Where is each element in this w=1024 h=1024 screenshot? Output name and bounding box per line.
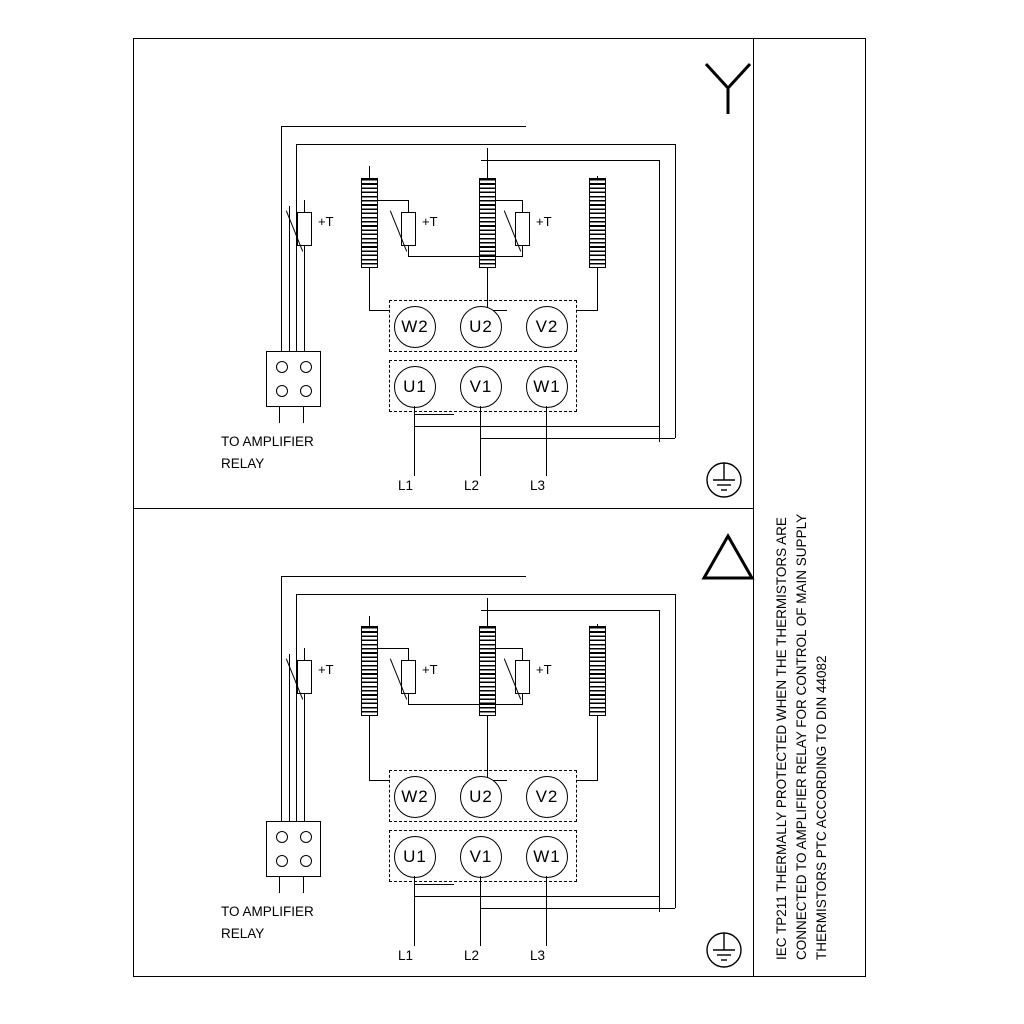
routing-wire <box>365 144 675 145</box>
thermistor-wire <box>365 200 409 201</box>
thermistor-wire <box>304 245 305 355</box>
terminal-w1[interactable]: W1 <box>526 366 568 408</box>
phase-line-l1 <box>414 406 415 476</box>
side-note-line-2: CONNECTED TO AMPLIFIER RELAY FOR CONTROL OF MAIN SUPPLY <box>794 513 809 960</box>
thermistor-wire <box>304 200 305 213</box>
connector-lead <box>279 407 280 423</box>
thermistor-label-1: +T <box>318 662 334 677</box>
routing-wire <box>675 594 676 908</box>
phase-label-l2: L2 <box>464 478 480 493</box>
winding-coil-1 <box>361 626 378 716</box>
side-note-line-1: IEC TP211 THERMALLY PROTECTED WHEN THE THERMISTORS ARE <box>774 517 789 960</box>
coil-lead <box>597 268 598 311</box>
winding-coil-2 <box>479 626 496 716</box>
routing-wire <box>659 160 660 442</box>
thermistor-label-2: +T <box>422 214 438 229</box>
thermistor-2 <box>401 660 416 694</box>
star-connection-icon <box>698 60 758 116</box>
side-note-line-3: THERMISTORS PTC ACCORDING TO DIN 44082 <box>814 655 829 960</box>
routing-wire <box>281 576 526 577</box>
routing-wire <box>296 144 297 356</box>
routing-wire <box>675 144 676 438</box>
thermistor-wire <box>480 648 523 649</box>
phase-line-l2 <box>480 406 481 476</box>
routing-wire <box>281 126 282 356</box>
connector-caption-line2: RELAY <box>221 926 265 941</box>
thermistor-wire <box>408 648 409 661</box>
thermistor-wire <box>408 704 522 705</box>
thermistor-wire <box>522 693 523 705</box>
note-divider-vertical <box>753 38 754 977</box>
coil-lead <box>597 624 598 628</box>
return-wire <box>414 884 454 885</box>
delta-connection-icon <box>698 530 758 586</box>
routing-wire <box>281 576 282 826</box>
coil-lead <box>369 616 370 627</box>
thermistor-wire <box>289 654 290 826</box>
terminal-w2[interactable]: W2 <box>394 306 436 348</box>
phase-line-l2 <box>480 876 481 946</box>
thermistor-label-2: +T <box>422 662 438 677</box>
connector-caption-line2: RELAY <box>221 456 265 471</box>
thermistor-wire <box>289 206 290 356</box>
connector-caption-line1: TO AMPLIFIER <box>221 434 314 449</box>
phase-label-l3: L3 <box>530 948 546 963</box>
thermistor-wire <box>522 648 523 661</box>
thermistor-wire <box>408 256 522 257</box>
connector-lead <box>303 407 304 423</box>
thermistor-label-3: +T <box>536 662 552 677</box>
coil-lead <box>369 268 370 311</box>
routing-wire <box>481 160 659 161</box>
terminal-v1[interactable]: V1 <box>460 836 502 878</box>
amplifier-relay-connector[interactable] <box>266 351 321 407</box>
terminal-v2[interactable]: V2 <box>526 306 568 348</box>
coil-lead <box>369 780 389 781</box>
phase-label-l1: L1 <box>398 948 414 963</box>
return-wire <box>480 438 675 439</box>
return-wire <box>414 896 659 897</box>
coil-lead <box>597 716 598 781</box>
amplifier-relay-connector[interactable] <box>266 821 321 877</box>
coil-lead <box>369 166 370 179</box>
thermistor-1 <box>297 212 312 246</box>
winding-coil-3 <box>589 626 606 716</box>
coil-lead <box>577 780 597 781</box>
thermistor-wire <box>365 648 409 649</box>
routing-wire <box>281 126 526 127</box>
winding-coil-1 <box>361 178 378 268</box>
terminal-v2[interactable]: V2 <box>526 776 568 818</box>
panel-delta <box>133 508 753 978</box>
terminal-u2[interactable]: U2 <box>460 306 502 348</box>
coil-lead <box>487 148 488 179</box>
terminal-u1[interactable]: U1 <box>394 836 436 878</box>
thermistor-3 <box>515 212 530 246</box>
thermistor-wire <box>408 200 409 213</box>
routing-wire <box>481 610 659 611</box>
panel-star <box>133 38 753 508</box>
terminal-u2[interactable]: U2 <box>460 776 502 818</box>
coil-lead <box>487 598 488 627</box>
coil-lead <box>369 310 389 311</box>
coil-lead <box>369 716 370 781</box>
thermistor-label-3: +T <box>536 214 552 229</box>
earth-ground-icon <box>695 456 753 504</box>
phase-line-l1 <box>414 876 415 946</box>
side-note-block <box>760 40 860 975</box>
phase-label-l2: L2 <box>464 948 480 963</box>
terminal-v1[interactable]: V1 <box>460 366 502 408</box>
return-wire <box>414 426 659 427</box>
terminal-w2[interactable]: W2 <box>394 776 436 818</box>
return-wire <box>414 414 454 415</box>
earth-ground-icon <box>695 926 753 974</box>
coil-lead <box>577 310 597 311</box>
routing-wire <box>296 594 297 826</box>
thermistor-wire <box>522 245 523 257</box>
thermistor-label-1: +T <box>318 214 334 229</box>
thermistor-1 <box>297 660 312 694</box>
routing-wire <box>659 610 660 912</box>
coil-lead <box>597 176 598 180</box>
connector-caption-line1: TO AMPLIFIER <box>221 904 314 919</box>
connector-lead <box>303 877 304 893</box>
thermistor-2 <box>401 212 416 246</box>
phase-line-l3 <box>546 406 547 476</box>
phase-line-l3 <box>546 876 547 946</box>
phase-label-l3: L3 <box>530 478 546 493</box>
thermistor-wire <box>304 693 305 825</box>
thermistor-wire <box>304 648 305 661</box>
return-wire <box>480 908 675 909</box>
thermistor-wire <box>522 200 523 213</box>
thermistor-wire <box>480 200 523 201</box>
winding-coil-3 <box>589 178 606 268</box>
phase-label-l1: L1 <box>398 478 414 493</box>
thermistor-3 <box>515 660 530 694</box>
connector-lead <box>279 877 280 893</box>
routing-wire <box>365 594 675 595</box>
terminal-u1[interactable]: U1 <box>394 366 436 408</box>
winding-coil-2 <box>479 178 496 268</box>
terminal-w1[interactable]: W1 <box>526 836 568 878</box>
